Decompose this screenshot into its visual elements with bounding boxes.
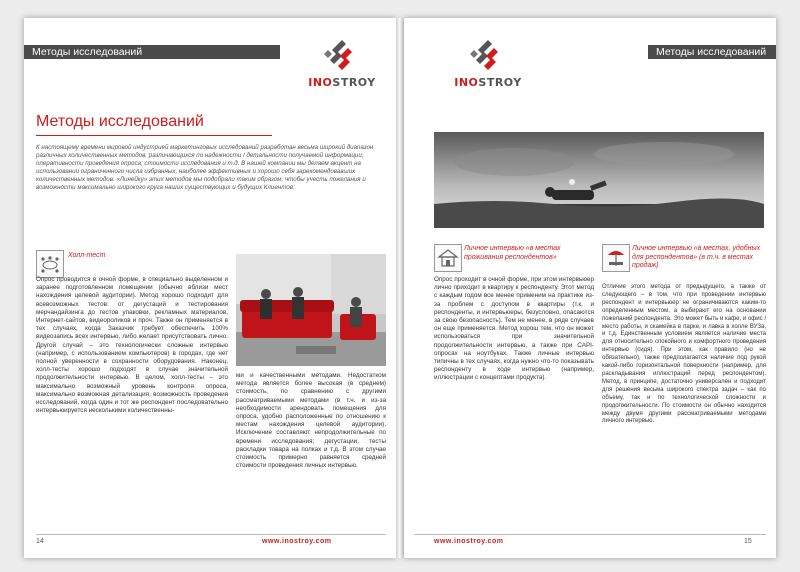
left-page-number: 14 bbox=[36, 538, 44, 545]
left-footer-url[interactable]: www.inostroy.com bbox=[262, 538, 332, 545]
right-logo bbox=[448, 38, 528, 98]
hall-test-col2: ми и качественными методами. Недостатком метода является более высокая (в среднем) стоимость, по сравнению с другими рассматриваемыми методами (в т.ч. и из-за необходимости арендовать помещения для опроса, удобно расположенные по отношению к местам нахождения целевой аудитории). Исключение составляют непродолжительные по времени исследования; дегустации, тесты раскладки товара на полках и т.д. В этом случае стоимость примерно равняется средней стоимости проведения личных интервью. bbox=[236, 372, 386, 470]
left-footer-line bbox=[36, 534, 386, 535]
left-brand-name: INOSTROY bbox=[308, 76, 376, 89]
left-header-bar: Методы исследований bbox=[24, 45, 280, 59]
logo-mark-icon bbox=[322, 38, 362, 74]
office-sofa-photo bbox=[236, 254, 386, 366]
home-interview-title: Личное интервью «в местах проживания респондентов» bbox=[464, 245, 561, 261]
right-brand-name: INOSTROY bbox=[454, 76, 522, 89]
logo-mark-icon bbox=[468, 38, 508, 74]
right-footer-url[interactable]: www.inostroy.com bbox=[434, 538, 504, 545]
home-interview-body: Опрос проходит в очной форме, при этом интервьюер лично приходит в квартиру к респонденту. Этот метод с каждым годом все менее применим на практике из-за проблем с доступом в квартиры (т.к. и респонденты, и интервьюеры, безусловно, опасаются за свою безопасность). Тем не менее, в ряде случаев он еще применяется. Метод хорош тем, что он может использоваться при значительной продолжительности интервью, а также при CAPI-опросах на ноутбуках. Также личные интервью типичны в тех случаях, когда нужно что-то показывать респонденту в ходе интервью (например, иллюстрации с концептами продукта). bbox=[434, 276, 594, 382]
left-logo bbox=[302, 38, 382, 98]
title-underline bbox=[36, 135, 272, 136]
hall-test-title: Холл-тест bbox=[68, 252, 106, 259]
spine-gutter bbox=[396, 18, 404, 558]
hall-test-col1: Опрос проводится в очной форме, в специально выделенном и заранее подготовленном помещении (обычно вблизи мест нахождения целевой аудитории). Метод хорошо подходит для всевозможных тестов: от дегустаций и тестирования мерчандайзинга до тестов упаковки, рекламных материалов, Интернет-сайтов, видеороликов и проч. Также он применяется в тех случаях, когда Заказчик требует обеспечить 100% видеозапись всех интервью, либо желает присутствовать лично. Другой случай – это технологически сложные интервью (например, с использованием компьютеров) в городах, где нет полной уверенности в сохранности оборудования. Наконец, холл-тесты хорошо подходят в случае значительной продолжительности интервью. В целом, холл-тесты – это максимально возможный уровень контроля опроса, максимально возможная детализация, возможность проведения исследований, когда один и тот же респондент последовательно интервьюируется несколькими количественны- bbox=[36, 276, 228, 415]
convenient-place-title: Личное интервью «в местах, удобных для респондентов» (в т.ч. в местах продаж) bbox=[632, 245, 761, 269]
hall-test-icon bbox=[36, 250, 64, 278]
right-header-bar: Методы исследований bbox=[648, 45, 776, 59]
right-footer-line bbox=[414, 534, 766, 535]
left-page bbox=[24, 18, 396, 558]
right-page bbox=[404, 18, 776, 558]
convenient-place-body: Отличие этого метода от предыдущего, а также от следующего – в том, что при проведении интервью респондент и интервьюер не ограничиваются каким-то определенным местом, а выбирают его на основании пожеланий респондента. Это может быть и кафе, и офис / место работы, и скамейка в парке, и лавка в холле ВУЗа, и т.д. Единственным условием является наличие места для относительно спокойного и комфортного проведения интервью (сидя). При этом, как правило (но не обязательно), также предполагается наличие под рукой какой-либо горизонтальной поверхности (например, для раскладывания иллюстраций перед респондентом). Метод, в принципе, достаточно универсален и подходит для решения весьма широкого спектра задач – как по объему, так и по технологической сложности и продолжительности. По стоимости он обычно находится между двумя другими рассматриваемыми методами личного интервью. bbox=[602, 284, 766, 425]
left-page-title: Методы исследований bbox=[36, 113, 204, 130]
right-page-number: 15 bbox=[744, 538, 752, 545]
home-interview-icon bbox=[434, 244, 462, 272]
convenient-place-icon bbox=[602, 244, 630, 272]
left-intro: К настоящему времени мировой индустрией маркетинговых исследований разработан весьма широкий диапазон различных количественных методов, различающихся по надежности / детальности получаемой информации; оперативности проведения опроса; стоимости исследования и т.д. В нашей компании мы делаем акцент на использовании ограниченного числа избранных, наиболее эффективных и хорошо себя зарекомендовавших количественных методов. «Линейку» этих методов мы подобрали таким образом, чтобы учесть пожелания и возможности максимально широкого круга наших существующих и будущих Клиентов: bbox=[36, 144, 374, 191]
field-relaxing-photo bbox=[434, 132, 764, 228]
